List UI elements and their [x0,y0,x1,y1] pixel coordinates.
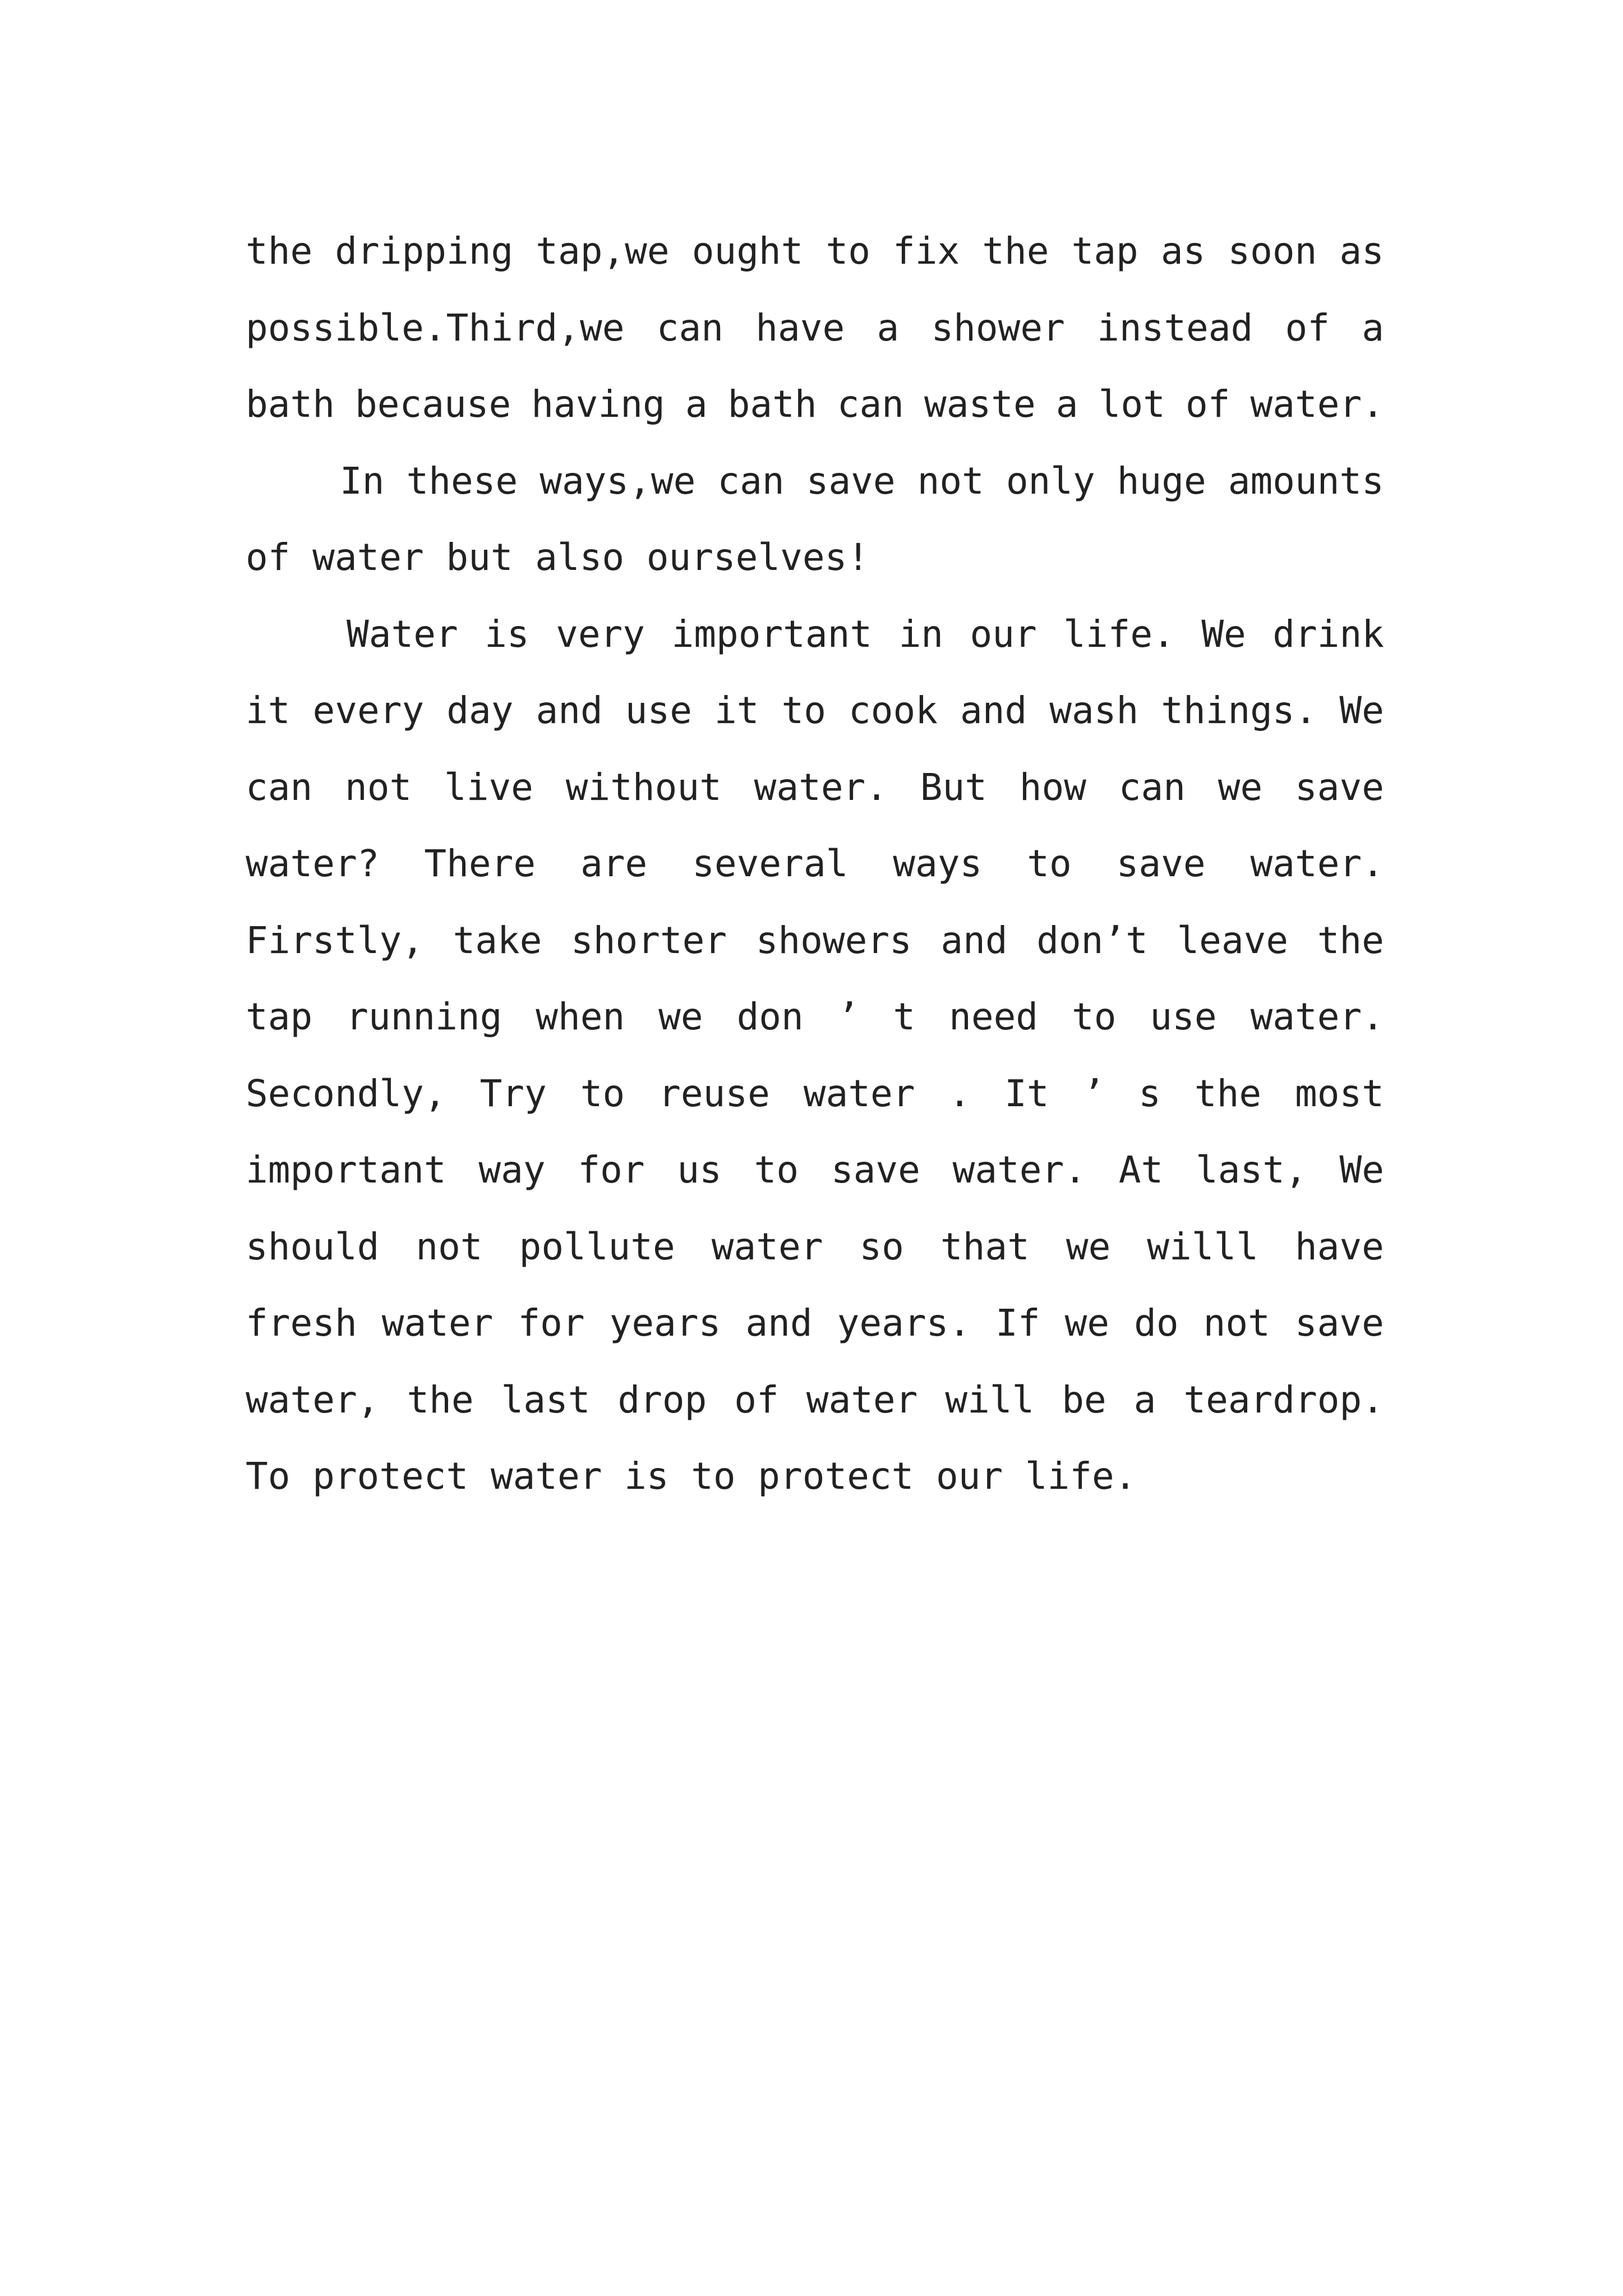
text-line: To protect water is to protect our life. [246,1455,1137,1498]
text-line: the dripping tap,we ought to fix the tap as soon as [246,229,1384,273]
text-line: Secondly, Try to reuse water . It ’ s the most [246,1071,1384,1115]
text-line: fresh water for years and years. If we do not save [246,1301,1384,1345]
text-line: water, the last drop of water will be a teardrop. [246,1378,1384,1421]
paragraph-first-line: In these ways,we can save not only huge amounts [340,459,1384,503]
text-line: water? There are several ways to save water. [246,842,1384,885]
text-line: bath because having a bath can waste a lot of water. [246,383,1384,426]
text-line: can not live without water. But how can we save [246,765,1384,809]
text-line: it every day and use it to cook and wash things. We [246,689,1384,732]
text-line: tap running when we don ’ t need to use water. [246,995,1384,1038]
paragraph-first-line: Water is very important in our life. We drink [347,612,1384,656]
text-line: of water but also ourselves! [246,536,870,579]
text-line: important way for us to save water. At last, We [246,1148,1384,1191]
text-line: Firstly, take shorter showers and don’t leave the [246,918,1384,962]
document-body [246,213,1384,1515]
text-line: should not pollute water so that we willl have [246,1225,1384,1268]
text-line: possible.Third,we can have a shower instead of a [246,306,1384,349]
